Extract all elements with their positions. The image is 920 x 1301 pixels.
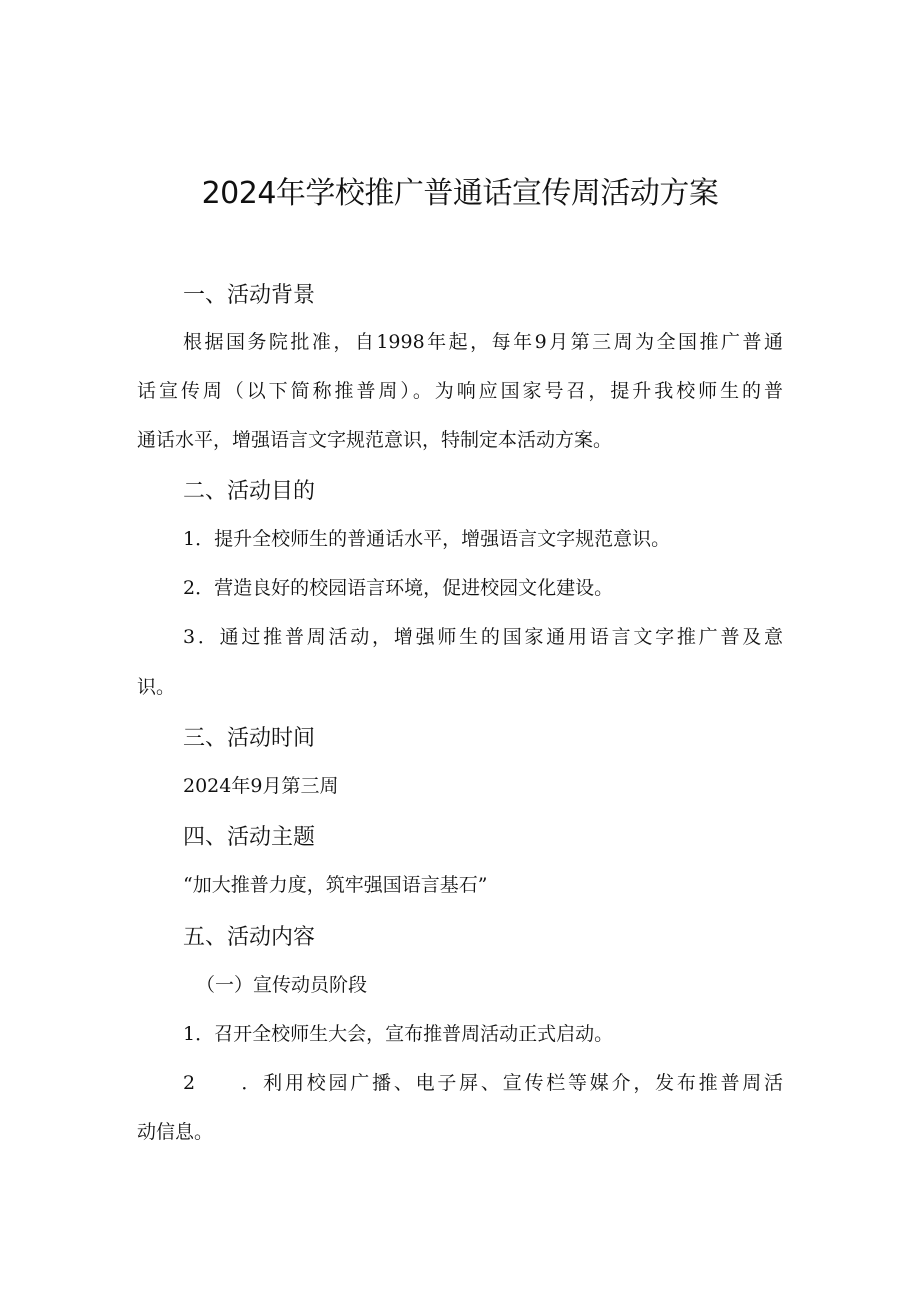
section-2-heading: 二、活动目的 xyxy=(183,479,316,504)
document-title: 2024年学校推广普通话宣传周活动方案 xyxy=(201,176,719,211)
section-2-item-2: 2．营造良好的校园语言环境，促进校园文化建设。 xyxy=(183,577,614,599)
section-5-heading: 五、活动内容 xyxy=(183,925,316,950)
section-3-heading: 三、活动时间 xyxy=(183,726,316,751)
section-5-item-2-line-2: 动信息。 xyxy=(137,1121,214,1143)
section-1-paragraph-line-1: 根据国务院批准，自1998年起，每年9月第三周为全国推广普通 xyxy=(183,331,783,353)
section-5-item-1: 1．召开全校师生大会，宣布推普周活动正式启动。 xyxy=(183,1023,614,1045)
section-5-subheading: （一）宣传动员阶段 xyxy=(196,974,368,996)
section-5-item-2-line-1: 2 ．利用校园广播、电子屏、宣传栏等媒介，发布推普周活 xyxy=(183,1072,783,1094)
section-4-theme: “加大推普力度，筑牢强国语言基石” xyxy=(183,874,488,896)
section-2-item-3-line-2: 识。 xyxy=(137,676,176,698)
section-1-paragraph-line-3: 通话水平，增强语言文字规范意识，特制定本活动方案。 xyxy=(137,429,613,451)
section-3-text: 2024年9月第三周 xyxy=(183,775,339,797)
section-2-item-3-line-1: 3．通过推普周活动，增强师生的国家通用语言文字推广普及意 xyxy=(183,626,783,648)
section-1-heading: 一、活动背景 xyxy=(183,283,316,308)
section-4-heading: 四、活动主题 xyxy=(183,825,316,850)
section-2-item-1: 1．提升全校师生的普通话水平，增强语言文字规范意识。 xyxy=(183,528,671,550)
section-1-paragraph-line-2: 话宣传周（以下简称推普周）。为响应国家号召，提升我校师生的普 xyxy=(137,380,783,402)
